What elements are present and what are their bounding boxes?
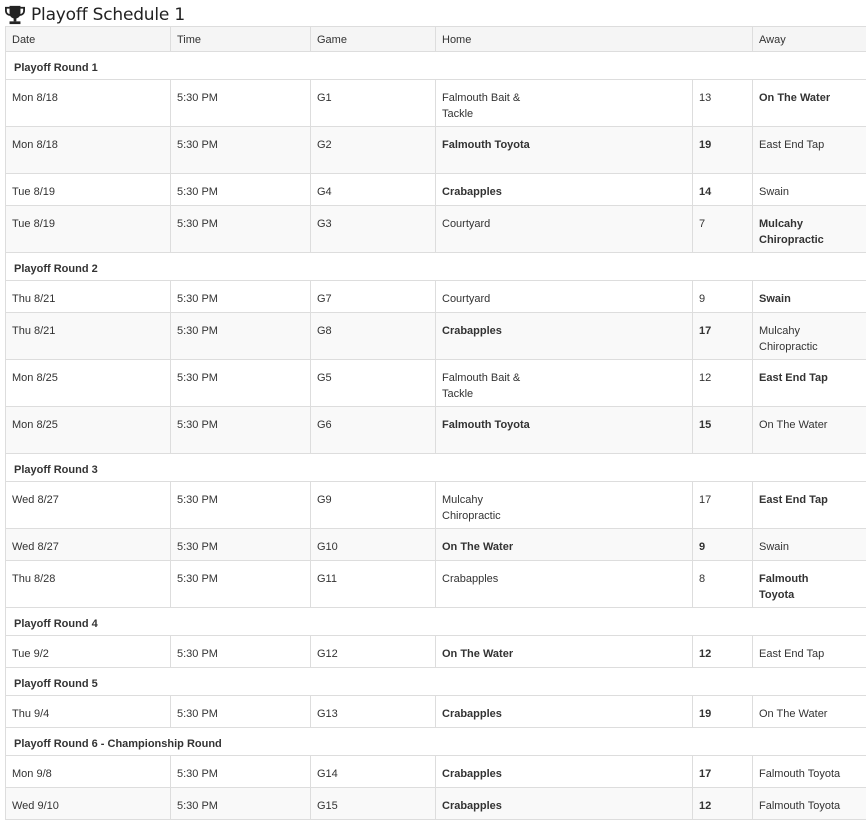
table-row[interactable] bbox=[6, 788, 866, 820]
round-header-row bbox=[6, 253, 866, 281]
time-cell: 5:30 PM bbox=[171, 127, 311, 174]
home-team-cell: Crabapples bbox=[436, 313, 693, 360]
date-cell: Mon 8/25 bbox=[6, 360, 171, 407]
column-header-date[interactable]: Date bbox=[6, 27, 171, 52]
home-team-cell: Crabapples bbox=[436, 696, 693, 728]
home-score-cell: 12 bbox=[693, 636, 753, 668]
time-cell: 5:30 PM bbox=[171, 360, 311, 407]
home-team-cell: On The Water bbox=[436, 636, 693, 668]
home-score-cell: 7 bbox=[693, 206, 753, 253]
time-cell: 5:30 PM bbox=[171, 313, 311, 360]
away-team-cell: On The Water bbox=[753, 80, 866, 127]
date-cell: Tue 8/19 bbox=[6, 174, 171, 206]
home-score-cell: 9 bbox=[693, 281, 753, 313]
table-row[interactable] bbox=[6, 407, 866, 454]
game-cell: G4 bbox=[311, 174, 436, 206]
home-team-cell bbox=[436, 360, 693, 407]
home-team-cell bbox=[436, 80, 693, 127]
home-team-cell-text: Falmouth Toyota bbox=[442, 139, 530, 151]
game-cell: G2 bbox=[311, 127, 436, 174]
home-team-cell-text: Falmouth Toyota bbox=[442, 419, 530, 431]
schedule-body bbox=[6, 52, 866, 820]
date-cell: Wed 8/27 bbox=[6, 482, 171, 529]
away-team-cell: Swain bbox=[753, 174, 866, 206]
time-cell: 5:30 PM bbox=[171, 788, 311, 820]
away-team-cell: Falmouth Toyota bbox=[753, 788, 866, 820]
date-cell: Wed 9/10 bbox=[6, 788, 171, 820]
round-header-row bbox=[6, 52, 866, 80]
time-cell: 5:30 PM bbox=[171, 407, 311, 454]
home-score-cell: 19 bbox=[693, 696, 753, 728]
date-cell: Wed 8/27 bbox=[6, 529, 171, 561]
away-team-cell: On The Water bbox=[753, 696, 866, 728]
round-header-row bbox=[6, 668, 866, 696]
table-row[interactable] bbox=[6, 482, 866, 529]
away-team-cell: Swain bbox=[753, 529, 866, 561]
game-cell: G15 bbox=[311, 788, 436, 820]
away-team-cell: Swain bbox=[753, 281, 866, 313]
game-cell: G10 bbox=[311, 529, 436, 561]
away-team-cell: East End Tap bbox=[753, 360, 866, 407]
page-header bbox=[4, 4, 185, 26]
round-header-row bbox=[6, 454, 866, 482]
home-team-cell: Courtyard bbox=[436, 281, 693, 313]
home-team-cell: Crabapples bbox=[436, 756, 693, 788]
date-cell: Thu 8/28 bbox=[6, 561, 171, 608]
home-team-cell bbox=[436, 407, 693, 454]
home-team-cell: On The Water bbox=[436, 529, 693, 561]
home-team-cell: Crabapples bbox=[436, 174, 693, 206]
page-title: Playoff Schedule 1 bbox=[31, 5, 185, 25]
home-score-cell: 17 bbox=[693, 482, 753, 529]
home-team-cell bbox=[436, 482, 693, 529]
game-cell: G13 bbox=[311, 696, 436, 728]
away-team-cell-text: Mulcahy Chiropractic bbox=[759, 218, 824, 246]
round-label: Playoff Round 5 bbox=[6, 668, 866, 696]
table-row[interactable] bbox=[6, 696, 866, 728]
home-score-cell: 12 bbox=[693, 788, 753, 820]
table-row[interactable] bbox=[6, 561, 866, 608]
time-cell: 5:30 PM bbox=[171, 80, 311, 127]
home-score-cell: 15 bbox=[693, 407, 753, 454]
time-cell: 5:30 PM bbox=[171, 561, 311, 608]
time-cell: 5:30 PM bbox=[171, 636, 311, 668]
home-team-cell bbox=[436, 127, 693, 174]
table-row[interactable] bbox=[6, 756, 866, 788]
date-cell: Mon 9/8 bbox=[6, 756, 171, 788]
column-header-home[interactable]: Home bbox=[436, 27, 753, 52]
away-team-cell: East End Tap bbox=[753, 482, 866, 529]
table-row[interactable] bbox=[6, 127, 866, 174]
round-label: Playoff Round 1 bbox=[6, 52, 866, 80]
date-cell: Tue 9/2 bbox=[6, 636, 171, 668]
column-header-time[interactable]: Time bbox=[171, 27, 311, 52]
table-row[interactable] bbox=[6, 636, 866, 668]
time-cell: 5:30 PM bbox=[171, 174, 311, 206]
round-header-row bbox=[6, 608, 866, 636]
column-header-away[interactable]: Away bbox=[753, 27, 866, 52]
schedule-table bbox=[5, 26, 866, 820]
away-team-cell bbox=[753, 313, 866, 360]
game-cell: G8 bbox=[311, 313, 436, 360]
table-row[interactable] bbox=[6, 80, 866, 127]
home-score-cell: 12 bbox=[693, 360, 753, 407]
away-team-cell: East End Tap bbox=[753, 636, 866, 668]
away-team-cell bbox=[753, 561, 866, 608]
game-cell: G1 bbox=[311, 80, 436, 127]
table-row[interactable] bbox=[6, 281, 866, 313]
date-cell: Mon 8/25 bbox=[6, 407, 171, 454]
time-cell: 5:30 PM bbox=[171, 281, 311, 313]
table-row[interactable] bbox=[6, 313, 866, 360]
date-cell: Mon 8/18 bbox=[6, 127, 171, 174]
home-team-cell-text: Falmouth Bait & Tackle bbox=[442, 92, 521, 120]
column-header-game[interactable]: Game bbox=[311, 27, 436, 52]
home-team-cell: Crabapples bbox=[436, 788, 693, 820]
home-team-cell: Courtyard bbox=[436, 206, 693, 253]
round-label: Playoff Round 4 bbox=[6, 608, 866, 636]
table-row[interactable] bbox=[6, 529, 866, 561]
table-row[interactable] bbox=[6, 206, 866, 253]
table-row[interactable] bbox=[6, 174, 866, 206]
game-cell: G5 bbox=[311, 360, 436, 407]
round-label: Playoff Round 3 bbox=[6, 454, 866, 482]
date-cell: Thu 9/4 bbox=[6, 696, 171, 728]
home-score-cell: 14 bbox=[693, 174, 753, 206]
home-team-cell-text: Mulcahy Chiropractic bbox=[442, 494, 501, 522]
date-cell: Thu 8/21 bbox=[6, 281, 171, 313]
away-team-cell: East End Tap bbox=[753, 127, 866, 174]
home-score-cell: 13 bbox=[693, 80, 753, 127]
home-score-cell: 9 bbox=[693, 529, 753, 561]
game-cell: G11 bbox=[311, 561, 436, 608]
away-team-cell-text: Falmouth Toyota bbox=[759, 573, 809, 601]
home-team-cell: Crabapples bbox=[436, 561, 693, 608]
home-score-cell: 17 bbox=[693, 756, 753, 788]
time-cell: 5:30 PM bbox=[171, 482, 311, 529]
time-cell: 5:30 PM bbox=[171, 756, 311, 788]
game-cell: G6 bbox=[311, 407, 436, 454]
table-row[interactable] bbox=[6, 360, 866, 407]
date-cell: Tue 8/19 bbox=[6, 206, 171, 253]
date-cell: Thu 8/21 bbox=[6, 313, 171, 360]
header-row bbox=[6, 27, 866, 52]
round-label: Playoff Round 2 bbox=[6, 253, 866, 281]
home-score-cell: 8 bbox=[693, 561, 753, 608]
game-cell: G7 bbox=[311, 281, 436, 313]
date-cell: Mon 8/18 bbox=[6, 80, 171, 127]
away-team-cell: On The Water bbox=[753, 407, 866, 454]
game-cell: G12 bbox=[311, 636, 436, 668]
time-cell: 5:30 PM bbox=[171, 529, 311, 561]
home-score-cell: 17 bbox=[693, 313, 753, 360]
time-cell: 5:30 PM bbox=[171, 696, 311, 728]
away-team-cell-text: Mulcahy Chiropractic bbox=[759, 325, 818, 353]
home-team-cell-text: Falmouth Bait & Tackle bbox=[442, 372, 521, 400]
time-cell: 5:30 PM bbox=[171, 206, 311, 253]
game-cell: G14 bbox=[311, 756, 436, 788]
round-header-row bbox=[6, 728, 866, 756]
away-team-cell bbox=[753, 206, 866, 253]
away-team-cell: Falmouth Toyota bbox=[753, 756, 866, 788]
home-score-cell: 19 bbox=[693, 127, 753, 174]
round-label: Playoff Round 6 - Championship Round bbox=[6, 728, 866, 756]
game-cell: G3 bbox=[311, 206, 436, 253]
game-cell: G9 bbox=[311, 482, 436, 529]
trophy-icon bbox=[4, 5, 26, 25]
